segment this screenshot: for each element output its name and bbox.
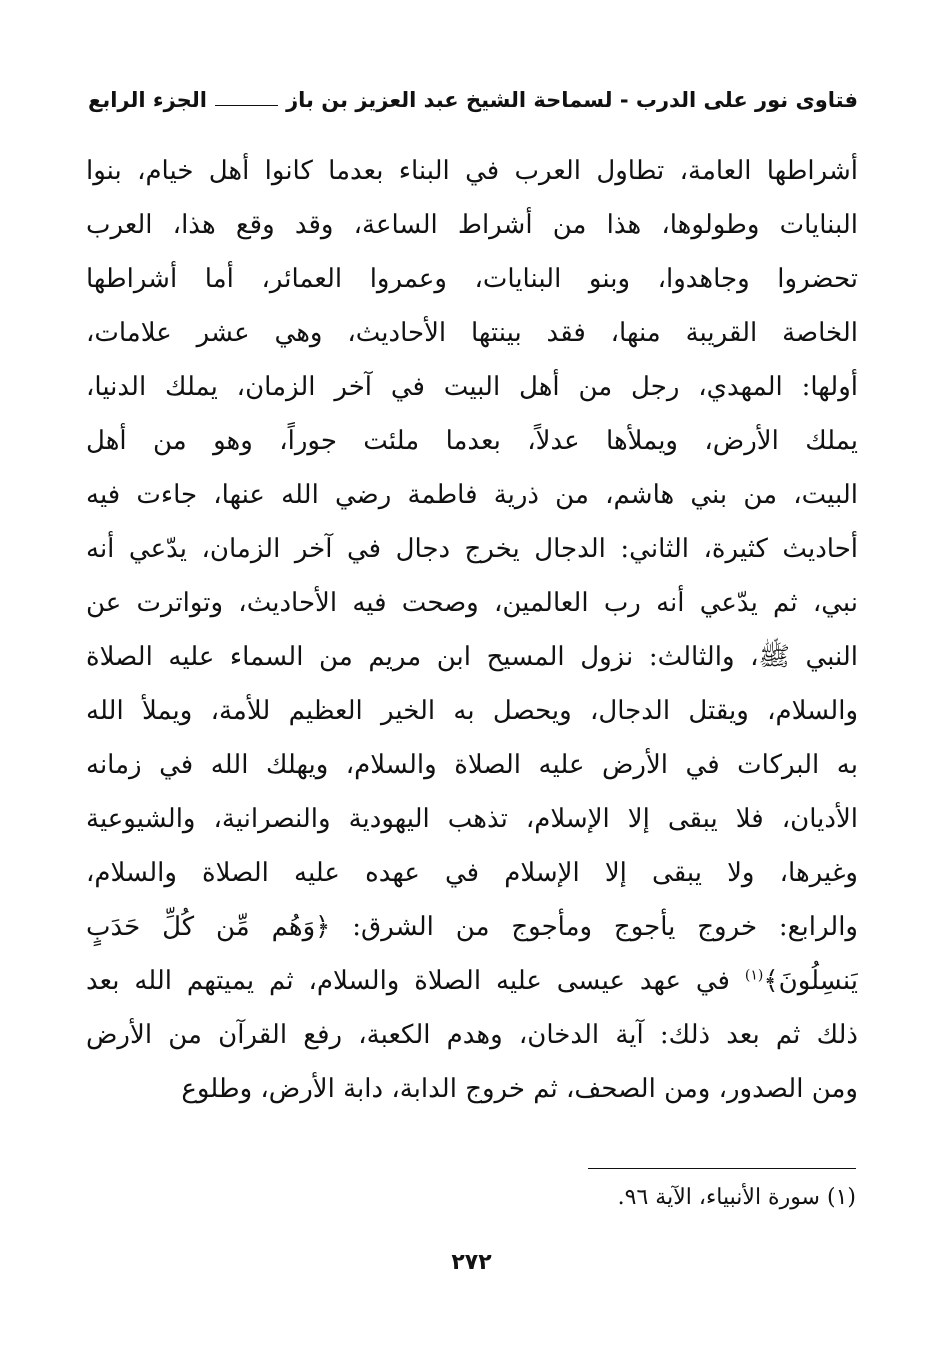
quran-verse-end: يَنسِلُونَ﴾ [763, 966, 858, 996]
text-line: أشراطها العامة، تطاول العرب في البناء بعدما كانوا أهل خيام، بنوا [86, 156, 858, 186]
text-line-rest: في عهد عيسى عليه الصلاة والسلام، ثم يميتهم الله بعد [86, 966, 730, 996]
text-line: ذلك ثم بعد ذلك: آية الدخان، وهدم الكعبة، رفع القرآن من الأرض [86, 1020, 858, 1050]
header-series-title: فتاوى نور على الدرب - لسماحة الشيخ عبد العزيز بن باز [286, 88, 858, 112]
footnote: (١) سورة الأنبياء، الآية ٩٦. [617, 1185, 856, 1210]
text-line: النبي ﷺ، والثالث: نزول المسيح ابن مريم من السماء عليه الصلاة [86, 642, 858, 672]
text-line: أحاديث كثيرة، الثاني: الدجال يخرج دجال في آخر الزمان، يدّعي أنه [86, 534, 858, 564]
body-text [86, 144, 858, 1116]
text-line: البيت، من بني هاشم، من ذرية فاطمة رضي الله عنها، جاءت فيه [86, 480, 858, 510]
text-line: يملك الأرض، ويملأها عدلاً، بعدما ملئت جوراً، وهو من أهل [86, 426, 858, 456]
header-part-label: الجزء الرابع [88, 88, 207, 112]
page-number: ٢٧٢ [451, 1250, 492, 1275]
text-line: تحضروا وجاهدوا، وبنو البنايات، وعمروا العمائر، أما أشراطها [86, 264, 858, 294]
text-line: أولها: المهدي، رجل من أهل البيت في آخر الزمان، يملك الدنيا، [86, 372, 858, 402]
footnote-divider [588, 1168, 856, 1169]
text-line: ومن الصدور، ومن الصحف، ثم خروج الدابة، دابة الأرض، وطلوع [181, 1074, 858, 1104]
text-line: الأديان، فلا يبقى إلا الإسلام، تذهب اليهودية والنصرانية، والشيوعية [86, 804, 858, 834]
text-line-with-quran-verse [86, 954, 858, 1008]
text-line: الخاصة القريبة منها، فقد بينتها الأحاديث، وهي عشر علامات، [86, 318, 858, 348]
text-line: والرابع: خروج يأجوج ومأجوج من الشرق: ﴿وَهُم مِّن كُلِّ حَدَبٍ [86, 912, 858, 942]
text-line: نبي، ثم يدّعي أنه رب العالمين، وصحت فيه الأحاديث، وتواترت عن [86, 588, 858, 618]
footnote-marker: (١) [744, 967, 764, 984]
header-rule [215, 105, 278, 106]
text-line: وغيرها، ولا يبقى إلا الإسلام في عهده عليه الصلاة والسلام، [86, 858, 858, 888]
text-line: البنايات وطولوها، هذا من أشراط الساعة، وقد وقع هذا، العرب [86, 210, 858, 240]
text-line: والسلام، ويقتل الدجال، ويحصل به الخير العظيم للأمة، ويملأ الله [86, 696, 858, 726]
running-header [88, 80, 858, 120]
text-line: به البركات في الأرض عليه الصلاة والسلام، ويهلك الله في زمانه [86, 750, 858, 780]
